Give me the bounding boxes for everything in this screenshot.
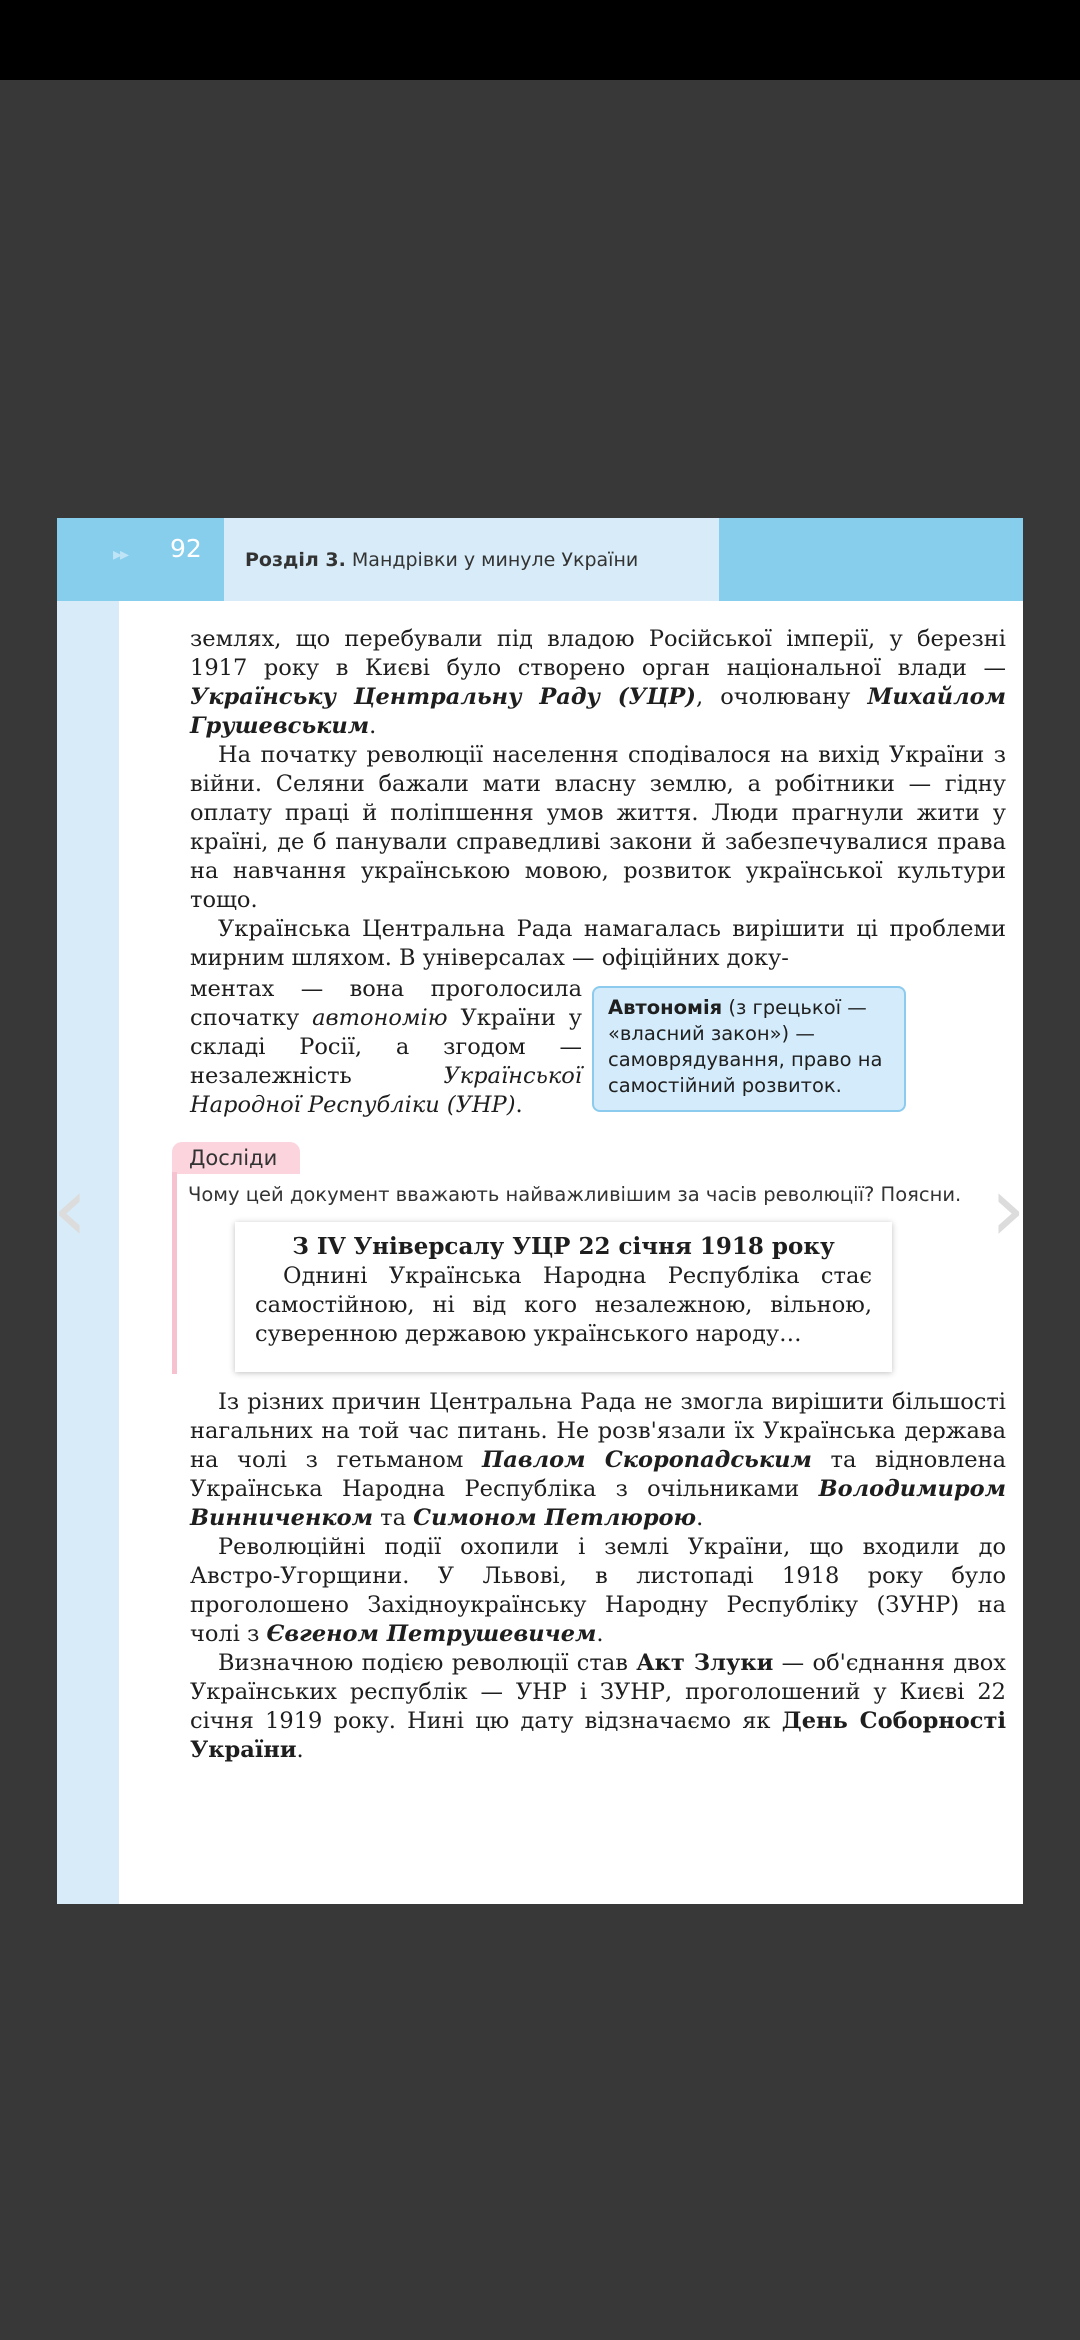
paragraph-6: Визначною подією революції став Акт Злуки — об'єднання двох Українських республік — УНР і ЗУНР, проголошений у Києві 22 січня 1919 року. Нині цю дату відзначаємо як День Соборності України.: [190, 1650, 1006, 1763]
double-arrow-icon: ▸▸: [113, 544, 128, 565]
hrushevsky-name: Михайлом Грушевським: [190, 684, 1006, 739]
skoropadsky-name: Павлом Скоропадським: [482, 1447, 812, 1473]
research-tab: Дослiди: [172, 1142, 300, 1174]
chapter-name: Мандрівки у минуле України: [351, 549, 639, 571]
status-bar: [0, 0, 1080, 80]
paragraph-4: Із різних причин Центральна Рада не змогла вирішити більшості нагальних на той час питань. Не розв'язали їх Українська держава на чолі з гетьманом Павлом Скоропадським та відновлена Українська Народна Республіка з очільниками Володимиром Винниченком та Симоном Петлюрою.: [190, 1389, 1006, 1531]
petliura-name: Симоном Петлюрою: [413, 1505, 697, 1531]
definition-term: Автономія: [608, 996, 723, 1019]
paragraph-1: землях, що перебували під владою Російської імперії, у березні 1917 року в Києві було створено орган національної влади — Українську Центральну Раду (УЦР), очолювану Михайлом Грушевським.: [190, 626, 1006, 739]
research-question: Чому цей документ вважають найважливішим за часів революції? Поясни.: [188, 1183, 962, 1206]
paragraph-3-continued: ментах — вона проголосила спочатку автономію України у складі Росії, а згодом — незалежність Української Народної Республіки (УНР).: [190, 976, 582, 1118]
document-quote-box: [235, 1222, 892, 1372]
page-number: 92: [170, 534, 202, 563]
paragraph-2: На початку революції населення сподівалося на вихід України з війни. Селяни бажали мати власну землю, а робітники — гідну оплату праці й поліпшення умов життя. Люди прагнули жити у країні, де б панували справедливі закони й забезпечувалися права на навчання українською мовою, розвиток української культури тощо.: [190, 742, 1006, 913]
chapter-title: [245, 549, 638, 571]
definition-box: [592, 986, 906, 1112]
unr-term: Української Народної Республіки (УНР): [190, 1063, 582, 1118]
definition-text: (з грецької — «власний закон») — самоврядування, право на самостійний розвиток.: [608, 996, 883, 1097]
act-zluky-term: Акт Злуки: [636, 1650, 774, 1676]
chevron-right-icon[interactable]: ›: [990, 1157, 1026, 1262]
textbook-page: [57, 518, 1023, 1904]
research-margin-line: [172, 1172, 177, 1374]
paragraph-3: Українська Центральна Рада намагалась вирішити ці проблеми мирним шляхом. В універсалах — офіційних доку-: [190, 916, 1006, 971]
header-page-block: [57, 518, 224, 601]
chapter-label: Розділ 3.: [245, 549, 346, 571]
document-title: З IV Універсалу УЦР 22 січня 1918 року: [292, 1233, 835, 1260]
page-header: [57, 518, 1023, 601]
header-title-block: [224, 518, 719, 601]
body-text-top: [190, 625, 1006, 973]
unity-day-term: День Соборності України: [190, 1708, 1006, 1763]
petrushevych-name: Євгеном Петрушевичем: [266, 1621, 597, 1647]
body-text-bottom: [190, 1388, 1006, 1765]
paragraph-5: Революційні події охопили і землі України, що входили до Австро-Угорщини. У Львові, в листопаді 1918 року було проголошено Західноукраїнську Народну Республіку (ЗУНР) на чолі з Євгеном Петрушевичем.: [190, 1534, 1006, 1647]
ucr-term: Українську Центральну Раду (УЦР): [190, 684, 696, 710]
chevron-left-icon[interactable]: ‹: [52, 1157, 88, 1262]
vynnychenko-name: Володимиром Винниченком: [190, 1476, 1006, 1531]
document-text: Однині Українська Народна Республіка стає самостійною, ні від кого незалежною, вільною, суверенною державою українського народу…: [255, 1263, 872, 1347]
autonomy-term: автономію: [312, 1005, 448, 1031]
